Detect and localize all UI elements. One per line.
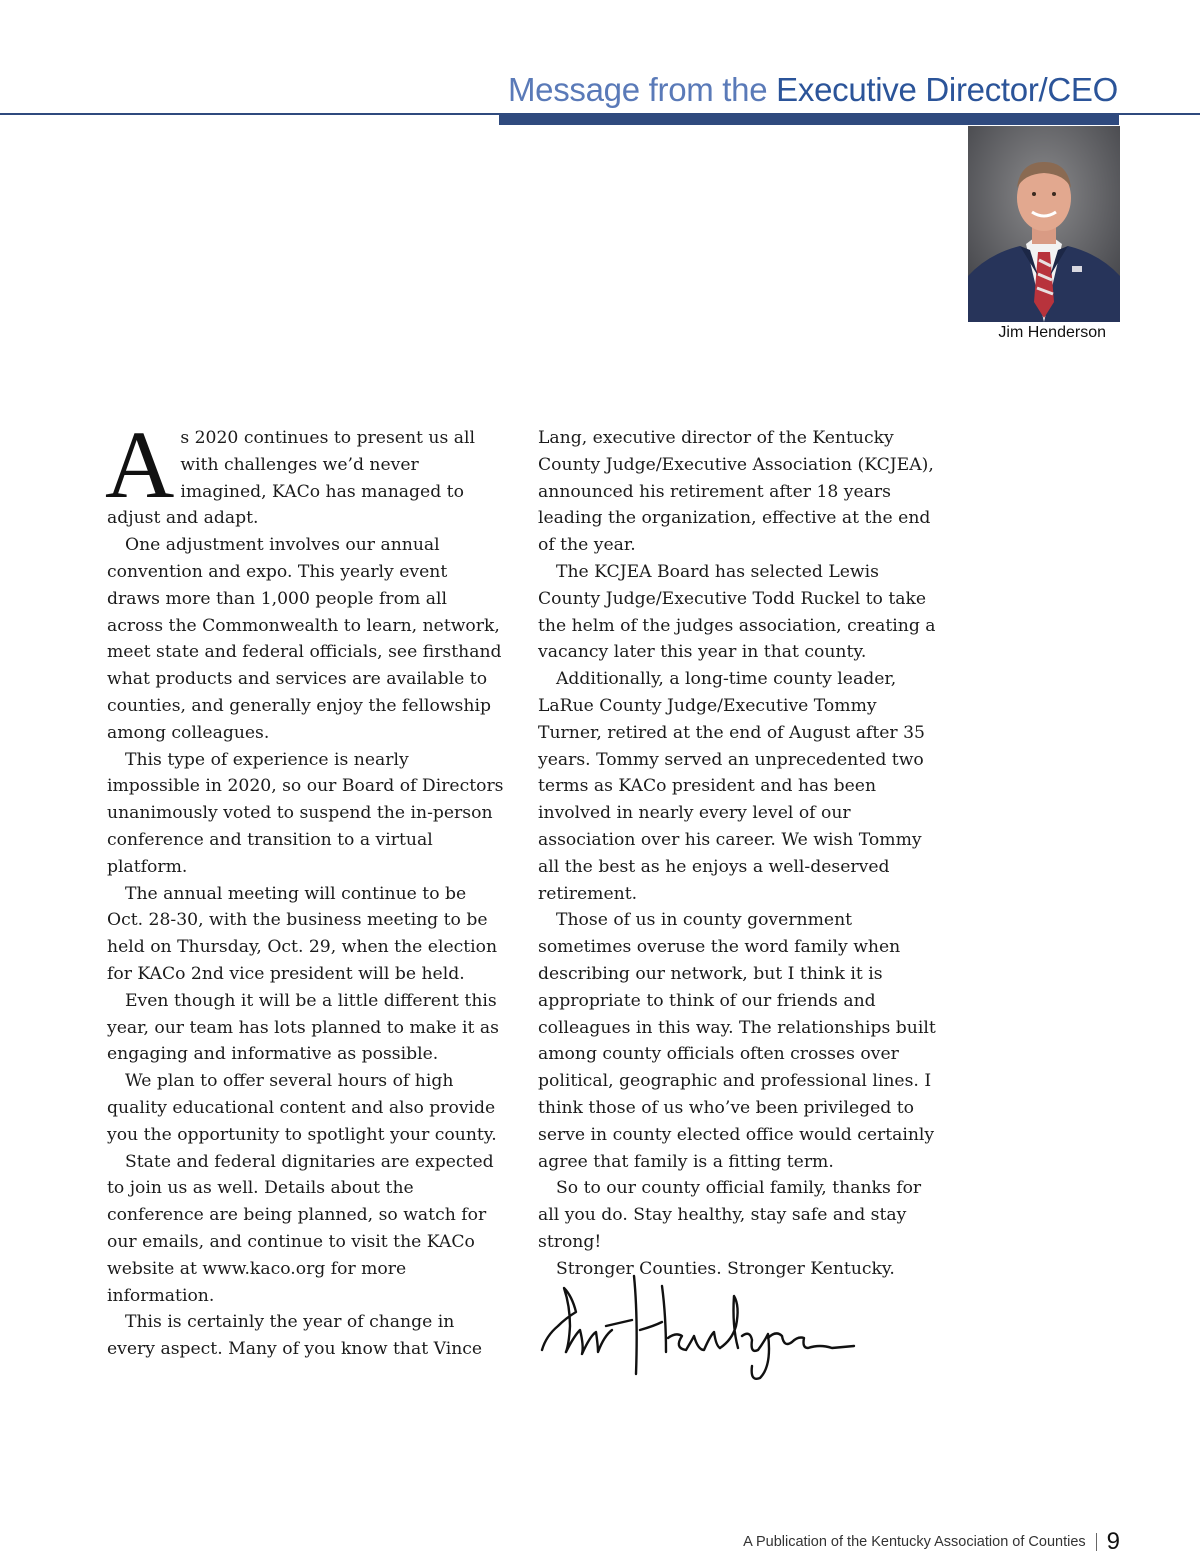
- page-footer: [743, 1528, 1120, 1556]
- article-paragraph: Those of us in county government sometimes overuse the word family when describing our network, but I think it is appropriate to think of our friends and colleagues in this way. The relationships built among county officials often crosses over political, geographic and professional lines. I think those of us who’ve been privileged to serve in county elected office would certainly agree that family is a fitting term.: [538, 910, 936, 1172]
- article-paragraph: This type of experience is nearly impossible in 2020, so our Board of Directors unanimously voted to suspend the in-person conference and transition to a virtual platform.: [107, 749, 504, 877]
- article-paragraph: Lang, executive director of the Kentucky County Judge/Executive Association (KCJEA), announced his retirement after 18 years leading the organization, effective at the end of the year.: [538, 428, 934, 556]
- article-paragraph: One adjustment involves our annual convention and expo. This yearly event draws more than 1,000 people from all across the Commonwealth to learn, network, meet state and federal officials, see firsthand what products and services are available to counties, and generally enjoy the fellowship among colleagues.: [107, 535, 502, 743]
- article-paragraph: Additionally, a long-time county leader, LaRue County Judge/Executive Tommy Turner, retired at the end of August after 35 years. Tommy served an unprecedented two terms as KACo president and has been involved in nearly every level of our association over his career. We wish Tommy all the best as he enjoys a well-deserved retirement.: [538, 669, 925, 904]
- photo-caption: Jim Henderson: [998, 324, 1106, 341]
- portrait-illustration: [968, 126, 1120, 322]
- article-paragraph: Even though it will be a little different this year, our team has lots planned to make it as engaging and informative as possible.: [107, 990, 499, 1065]
- article-paragraph: State and federal dignitaries are expected to join us as well. Details about the conference are being planned, so watch for our emails, and continue to visit the KACo website at www.kaco.org for more information.: [107, 1151, 494, 1306]
- page-number: 9: [1106, 1528, 1120, 1555]
- article-paragraph: The annual meeting will continue to be Oct. 28-30, with the business meeting to be held on Thursday, Oct. 29, when the election for KACo 2nd vice president will be held.: [107, 883, 498, 984]
- article-column-left: [105, 411, 505, 1363]
- header-accent-bar: [499, 113, 1119, 125]
- page-title: [508, 68, 1118, 112]
- page-title-prefix: Message from the: [507, 71, 777, 108]
- signature: [536, 1266, 858, 1386]
- portrait-photo: [968, 126, 1120, 322]
- signature-image: [536, 1266, 858, 1386]
- footer-divider: [1096, 1533, 1097, 1551]
- article-column-right: [538, 425, 938, 1283]
- article-paragraph: This is certainly the year of change in every aspect. Many of you know that Vince: [107, 1312, 483, 1360]
- article-paragraph: The KCJEA Board has selected Lewis County Judge/Executive Todd Ruckel to take the helm of the judges association, creating a vacancy later this year in that county.: [538, 561, 936, 663]
- article-paragraph: So to our county official family, thanks for all you do. Stay healthy, stay safe and stay strong!: [538, 1178, 922, 1252]
- drop-cap: A: [105, 411, 175, 518]
- article-paragraph: We plan to offer several hours of high quality educational content and also provide you the opportunity to spotlight your county.: [107, 1071, 497, 1145]
- article-paragraph: As 2020 continues to present us all with challenges we’d never imagined, KACo has managed to adjust and adapt.: [105, 411, 475, 529]
- page-title-emphasis: Executive Director/CEO: [776, 71, 1118, 108]
- article-paragraph: Stronger Counties. Stronger Kentucky.: [556, 1258, 895, 1279]
- publication-name: A Publication of the Kentucky Association of Counties: [743, 1534, 1086, 1550]
